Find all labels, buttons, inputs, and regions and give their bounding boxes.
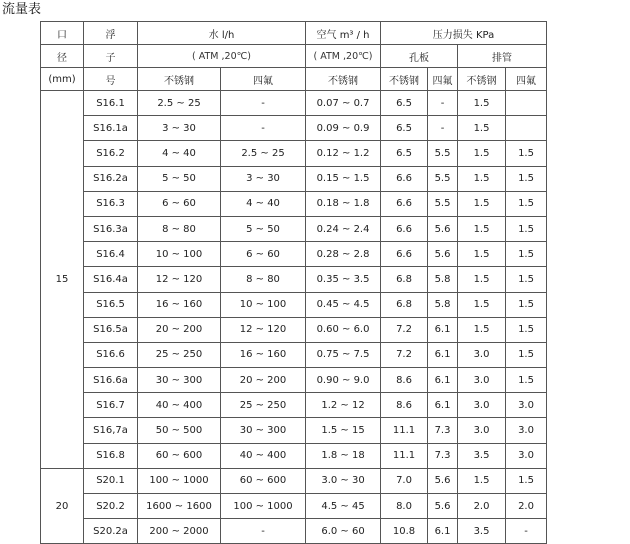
drain-ptfe-cell [506,91,547,116]
air-stainless-cell: 0.60 ~ 6.0 [306,317,381,342]
orifice-stainless-cell: 8.0 [381,494,428,519]
orifice-ptfe-cell: 7.3 [428,443,458,468]
orifice-ptfe-cell: 5.8 [428,292,458,317]
float-cell: S16.3 [84,191,138,216]
water-stainless-cell: 1600 ~ 1600 [138,494,221,519]
drain-ptfe-cell: 3.0 [506,393,547,418]
orifice-stainless-cell: 6.6 [381,216,428,241]
drain-stainless-cell: 1.5 [458,116,506,141]
orifice-stainless-cell: 6.6 [381,166,428,191]
air-stainless-cell: 0.28 ~ 2.8 [306,242,381,267]
drain-stainless-cell: 1.5 [458,141,506,166]
air-stainless-cell: 3.0 ~ 30 [306,468,381,493]
orifice-stainless-cell: 8.6 [381,393,428,418]
drain-stainless-cell: 1.5 [458,91,506,116]
table-row [41,91,547,116]
orifice-ptfe-cell: 5.6 [428,216,458,241]
water-ptfe-cell: - [221,91,306,116]
water-ptfe-cell: 60 ~ 600 [221,468,306,493]
water-ptfe-cell: 10 ~ 100 [221,292,306,317]
table-row [41,292,547,317]
water-ptfe-cell: 6 ~ 60 [221,242,306,267]
float-cell: S16.6a [84,368,138,393]
float-cell: S20.2 [84,494,138,519]
table-row [41,494,547,519]
air-stainless-cell: 1.8 ~ 18 [306,443,381,468]
orifice-stainless-cell: 6.5 [381,116,428,141]
table-row [41,191,547,216]
drain-stainless-cell: 1.5 [458,166,506,191]
float-cell: S20.2a [84,519,138,544]
float-cell: S16.8 [84,443,138,468]
drain-stainless-cell: 1.5 [458,242,506,267]
table-row [41,141,547,166]
water-ptfe-cell: 4 ~ 40 [221,191,306,216]
table-row [41,242,547,267]
table-row [41,267,547,292]
drain-header: 排管 [458,45,547,68]
orifice-ptfe-cell: 5.6 [428,494,458,519]
drain-ptfe-cell: - [506,519,547,544]
orifice-ptfe-cell: 6.1 [428,368,458,393]
water-stainless-cell: 2.5 ~ 25 [138,91,221,116]
water-ptfe-cell: 16 ~ 160 [221,342,306,367]
bore-cell: 15 [41,91,84,469]
float-cell: S16.4a [84,267,138,292]
water-stainless-header: 不锈钢 [138,68,221,91]
water-stainless-cell: 50 ~ 500 [138,418,221,443]
air-stainless-cell: 4.5 ~ 45 [306,494,381,519]
water-ptfe-cell: 20 ~ 200 [221,368,306,393]
drain-stainless-cell: 3.5 [458,443,506,468]
drain-stainless-cell: 1.5 [458,191,506,216]
float-cell: S16.6 [84,342,138,367]
water-ptfe-cell: 8 ~ 80 [221,267,306,292]
water-stainless-cell: 20 ~ 200 [138,317,221,342]
drain-stainless-cell: 1.5 [458,292,506,317]
water-stainless-cell: 8 ~ 80 [138,216,221,241]
water-stainless-cell: 3 ~ 30 [138,116,221,141]
drain-stainless-cell: 3.0 [458,342,506,367]
air-stainless-cell: 0.24 ~ 2.4 [306,216,381,241]
water-stainless-cell: 5 ~ 50 [138,166,221,191]
water-ptfe-cell: 40 ~ 400 [221,443,306,468]
orifice-header: 孔板 [381,45,458,68]
water-stainless-cell: 200 ~ 2000 [138,519,221,544]
drain-stainless-cell: 1.5 [458,216,506,241]
air-stainless-cell: 0.35 ~ 3.5 [306,267,381,292]
drain-ptfe-cell: 3.0 [506,418,547,443]
table-row [41,393,547,418]
float-cell: S16.1a [84,116,138,141]
table-row [41,368,547,393]
drain-ptfe-cell: 1.5 [506,141,547,166]
drain-stainless-cell: 1.5 [458,317,506,342]
orifice-ptfe-cell: - [428,91,458,116]
water-stainless-cell: 40 ~ 400 [138,393,221,418]
water-stainless-cell: 60 ~ 600 [138,443,221,468]
table-row [41,443,547,468]
air-stainless-cell: 0.07 ~ 0.7 [306,91,381,116]
air-header: 空气 m³ / h [306,22,381,45]
float-cell: S16.2 [84,141,138,166]
water-ptfe-cell: - [221,519,306,544]
drain-stainless-cell: 1.5 [458,468,506,493]
orifice-stainless-cell: 7.0 [381,468,428,493]
water-ptfe-cell: 25 ~ 250 [221,393,306,418]
orifice-stainless-header: 不锈钢 [381,68,428,91]
orifice-stainless-cell: 6.6 [381,242,428,267]
water-condition: ( ATM ,20℃) [138,45,306,68]
air-stainless-cell: 1.2 ~ 12 [306,393,381,418]
orifice-ptfe-cell: - [428,116,458,141]
orifice-stainless-cell: 6.5 [381,141,428,166]
drain-ptfe-cell: 2.0 [506,494,547,519]
float-cell: S16,7a [84,418,138,443]
water-stainless-cell: 100 ~ 1000 [138,468,221,493]
water-ptfe-cell: 2.5 ~ 25 [221,141,306,166]
orifice-ptfe-cell: 7.3 [428,418,458,443]
orifice-stainless-cell: 11.1 [381,418,428,443]
bore-header-2: 径 [41,45,84,68]
water-stainless-cell: 10 ~ 100 [138,242,221,267]
water-stainless-cell: 6 ~ 60 [138,191,221,216]
orifice-ptfe-cell: 5.5 [428,141,458,166]
drain-stainless-header: 不锈钢 [458,68,506,91]
air-stainless-cell: 0.90 ~ 9.0 [306,368,381,393]
float-cell: S16.2a [84,166,138,191]
float-cell: S16.4 [84,242,138,267]
float-cell: S16.1 [84,91,138,116]
header-row-3 [41,68,547,91]
table-row [41,216,547,241]
drain-ptfe-cell: 3.0 [506,443,547,468]
orifice-stainless-cell: 6.8 [381,292,428,317]
orifice-ptfe-cell: 5.6 [428,242,458,267]
drain-ptfe-cell: 1.5 [506,342,547,367]
float-cell: S16.5a [84,317,138,342]
table-row [41,166,547,191]
air-stainless-cell: 0.45 ~ 4.5 [306,292,381,317]
orifice-stainless-cell: 10.8 [381,519,428,544]
orifice-stainless-cell: 6.6 [381,191,428,216]
bore-header-1: 口 [41,22,84,45]
orifice-stainless-cell: 6.8 [381,267,428,292]
page-title: 流量表 [2,2,42,17]
orifice-ptfe-header: 四氟 [428,68,458,91]
drain-stainless-cell: 3.0 [458,368,506,393]
orifice-ptfe-cell: 5.8 [428,267,458,292]
air-stainless-cell: 0.12 ~ 1.2 [306,141,381,166]
water-header: 水 l/h [138,22,306,45]
float-cell: S16.3a [84,216,138,241]
float-header-1: 浮 [84,22,138,45]
table-row [41,342,547,367]
water-stainless-cell: 25 ~ 250 [138,342,221,367]
bore-cell: 20 [41,468,84,544]
table-row [41,116,547,141]
float-cell: S16.5 [84,292,138,317]
drain-stainless-cell: 3.0 [458,393,506,418]
header-row-1 [41,22,547,45]
water-stainless-cell: 16 ~ 160 [138,292,221,317]
water-ptfe-cell: 5 ~ 50 [221,216,306,241]
air-condition: ( ATM ,20℃) [306,45,381,68]
orifice-ptfe-cell: 5.6 [428,468,458,493]
table-row [41,519,547,544]
air-stainless-cell: 0.15 ~ 1.5 [306,166,381,191]
air-stainless-cell: 6.0 ~ 60 [306,519,381,544]
flow-table [40,21,547,544]
table-row [41,317,547,342]
table-row [41,468,547,493]
drain-ptfe-cell: 1.5 [506,216,547,241]
water-stainless-cell: 4 ~ 40 [138,141,221,166]
float-cell: S20.1 [84,468,138,493]
drain-stainless-cell: 2.0 [458,494,506,519]
drain-stainless-cell: 3.5 [458,519,506,544]
drain-ptfe-cell: 1.5 [506,242,547,267]
water-stainless-cell: 12 ~ 120 [138,267,221,292]
orifice-ptfe-cell: 6.1 [428,519,458,544]
air-stainless-cell: 0.18 ~ 1.8 [306,191,381,216]
orifice-ptfe-cell: 5.5 [428,191,458,216]
drain-ptfe-header: 四氟 [506,68,547,91]
orifice-ptfe-cell: 5.5 [428,166,458,191]
drain-stainless-cell: 1.5 [458,267,506,292]
water-stainless-cell: 30 ~ 300 [138,368,221,393]
orifice-ptfe-cell: 6.1 [428,342,458,367]
water-ptfe-cell: 12 ~ 120 [221,317,306,342]
water-ptfe-cell: 30 ~ 300 [221,418,306,443]
water-ptfe-header: 四氟 [221,68,306,91]
drain-ptfe-cell: 1.5 [506,166,547,191]
orifice-stainless-cell: 7.2 [381,317,428,342]
orifice-stainless-cell: 8.6 [381,368,428,393]
orifice-ptfe-cell: 6.1 [428,393,458,418]
float-header-2: 子 [84,45,138,68]
water-ptfe-cell: 100 ~ 1000 [221,494,306,519]
orifice-stainless-cell: 11.1 [381,443,428,468]
drain-ptfe-cell: 1.5 [506,191,547,216]
air-stainless-cell: 0.75 ~ 7.5 [306,342,381,367]
drain-ptfe-cell: 1.5 [506,368,547,393]
water-ptfe-cell: 3 ~ 30 [221,166,306,191]
air-stainless-header: 不锈钢 [306,68,381,91]
water-ptfe-cell: - [221,116,306,141]
drain-ptfe-cell: 1.5 [506,267,547,292]
drain-stainless-cell: 3.0 [458,418,506,443]
drain-ptfe-cell: 1.5 [506,292,547,317]
table-row [41,418,547,443]
bore-header-3: (mm) [41,68,84,91]
float-cell: S16.7 [84,393,138,418]
air-stainless-cell: 1.5 ~ 15 [306,418,381,443]
orifice-ptfe-cell: 6.1 [428,317,458,342]
drain-ptfe-cell [506,116,547,141]
orifice-stainless-cell: 6.5 [381,91,428,116]
header-row-2 [41,45,547,68]
air-stainless-cell: 0.09 ~ 0.9 [306,116,381,141]
orifice-stainless-cell: 7.2 [381,342,428,367]
pressure-header: 压力损失 KPa [381,22,547,45]
drain-ptfe-cell: 1.5 [506,468,547,493]
float-header-3: 号 [84,68,138,91]
drain-ptfe-cell: 1.5 [506,317,547,342]
